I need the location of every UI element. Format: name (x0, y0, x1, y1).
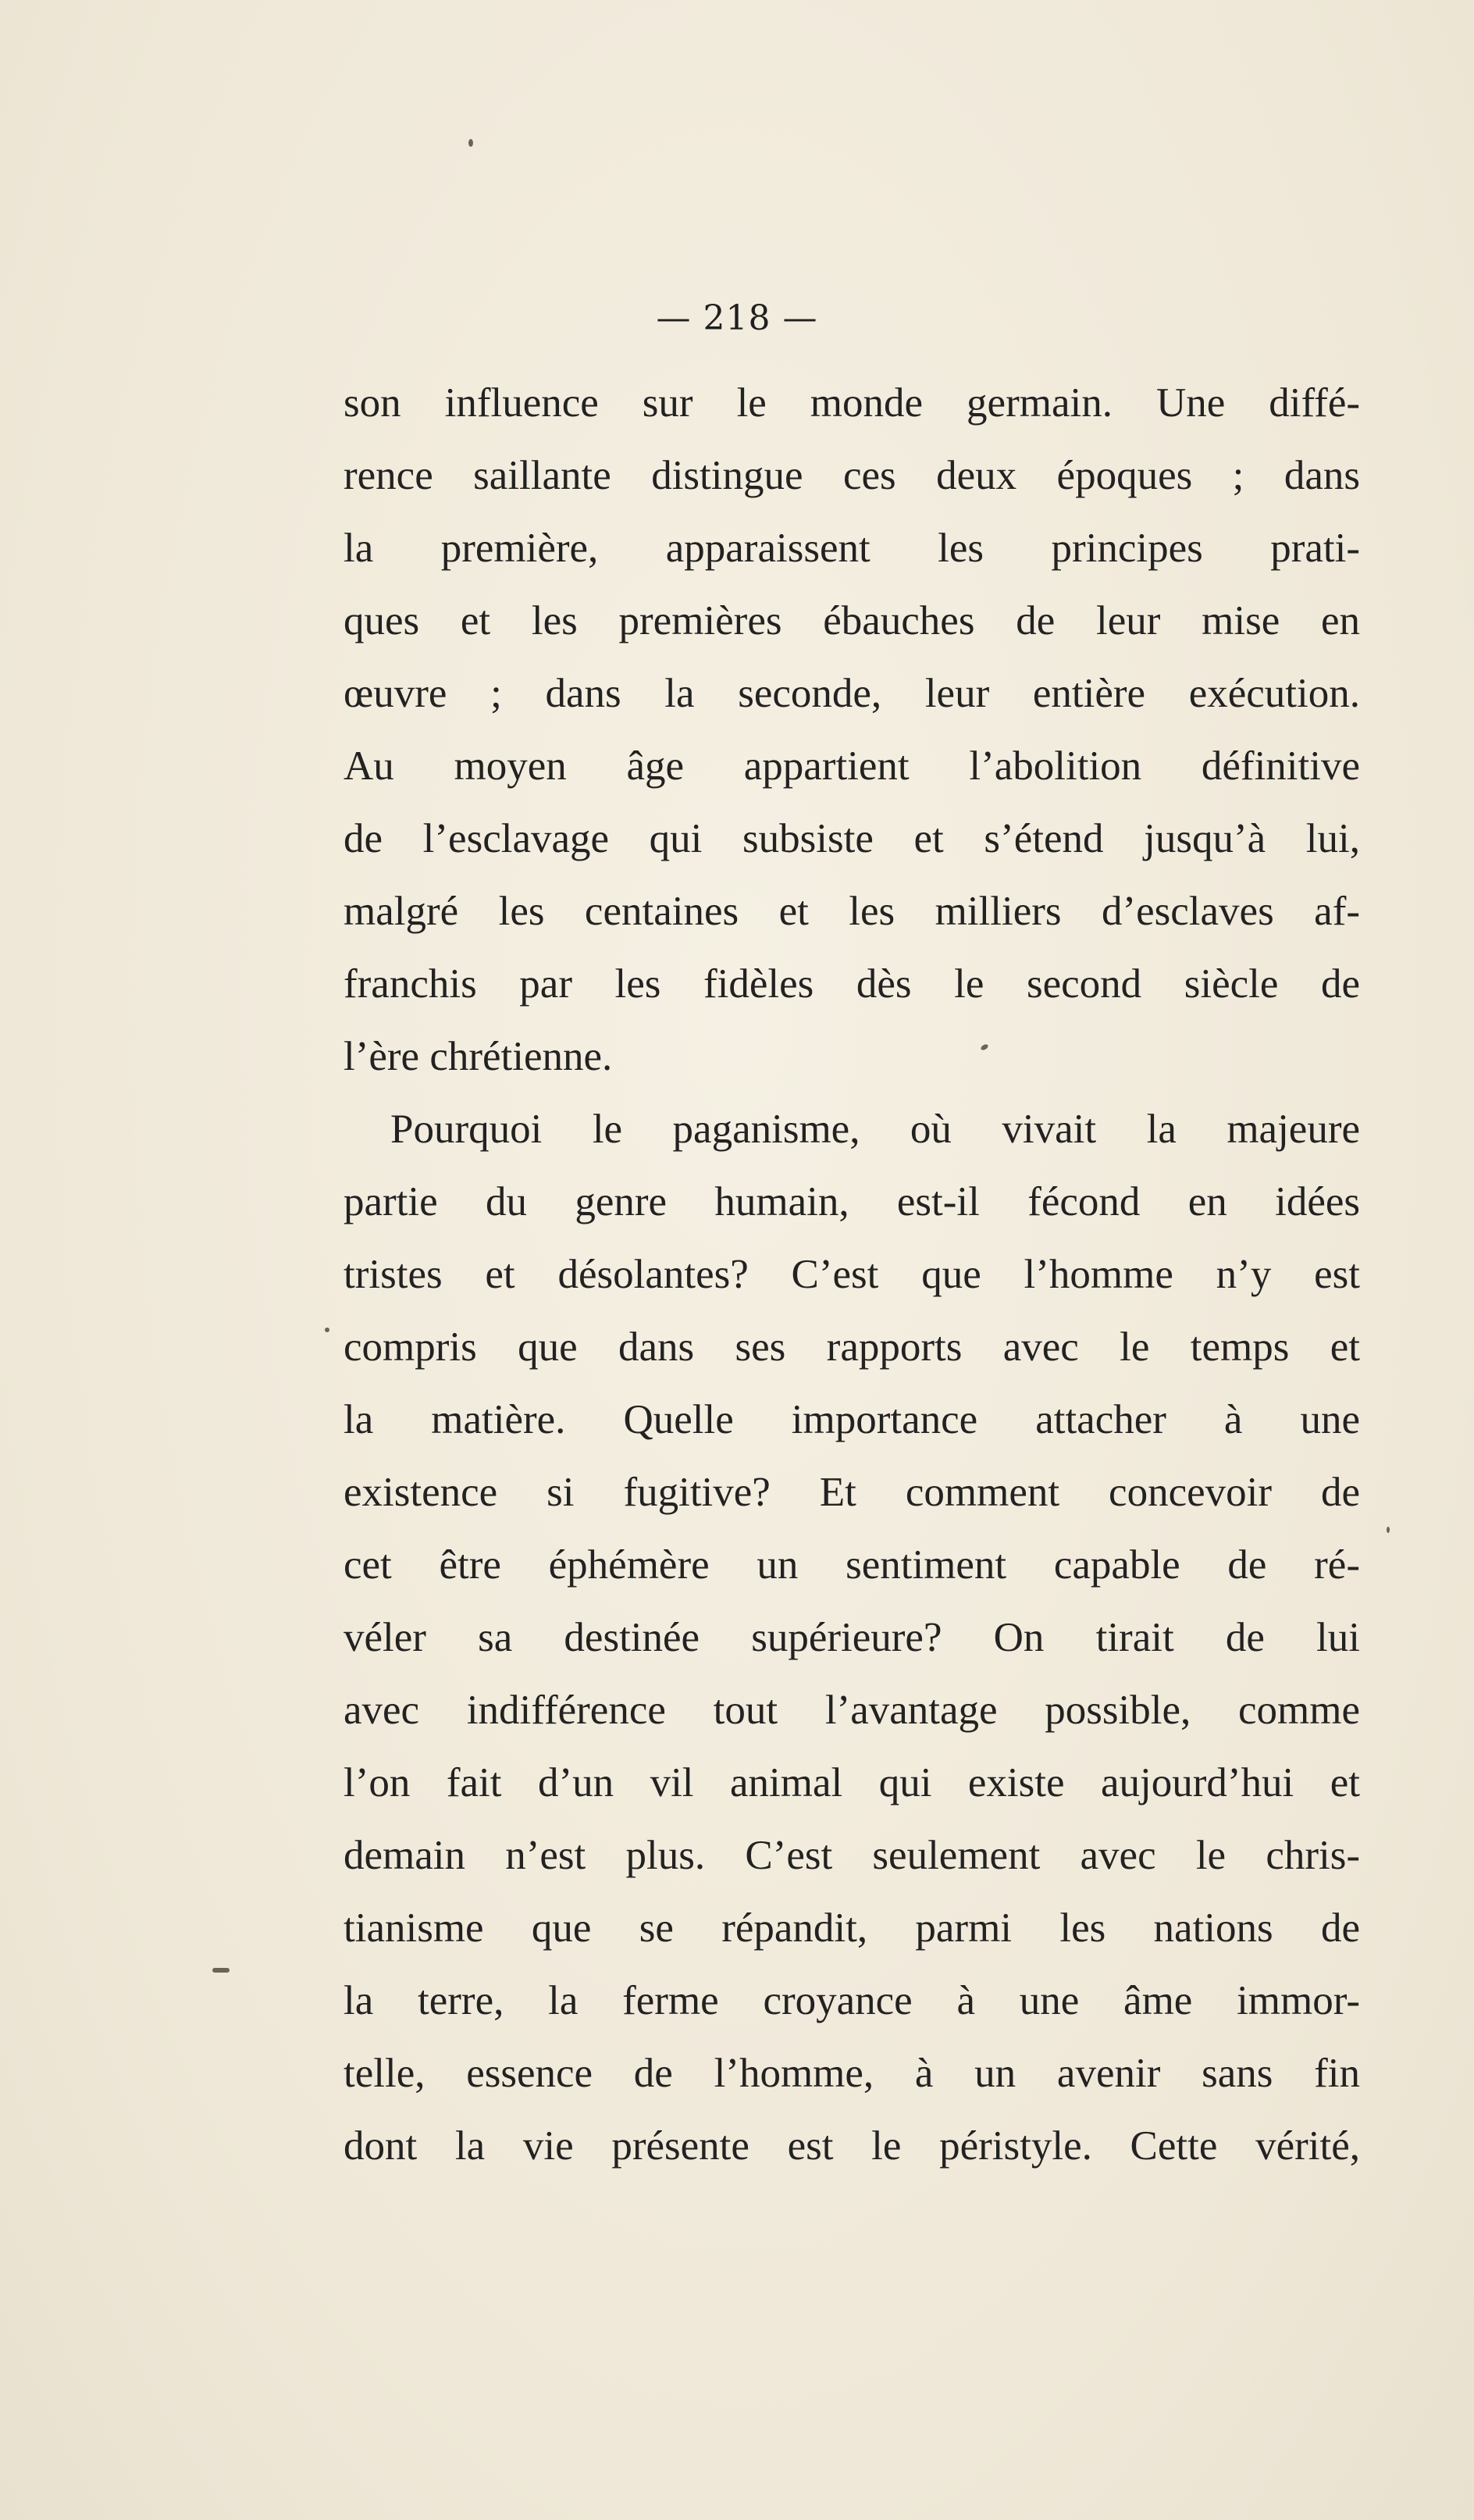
text-line: demain n’est plus. C’est seulement avec le chris- (344, 1833, 1360, 1878)
text-line: de l’esclavage qui subsiste et s’étend jusqu’à lui, (344, 816, 1360, 861)
text-line: tianisme que se répandit, parmi les nations de (344, 1905, 1360, 1951)
text-line: partie du genre humain, est-il fécond en idées (344, 1179, 1360, 1224)
ink-speck (325, 1328, 329, 1332)
text-line: avec indifférence tout l’avantage possible, comme (344, 1688, 1360, 1733)
page-number: — 218 — (656, 298, 818, 338)
text-line: la terre, la ferme croyance à une âme immor- (344, 1978, 1360, 2023)
text-line: Pourquoi le paganisme, où vivait la majeure (390, 1107, 1360, 1152)
text-line: véler sa destinée supérieure? On tirait de lui (344, 1615, 1360, 1660)
text-line: rence saillante distingue ces deux époques ; dans (344, 453, 1360, 498)
text-line: l’ère chrétienne. (344, 1034, 613, 1079)
text-line: la matière. Quelle importance attacher à une (344, 1397, 1360, 1442)
text-line: franchis par les fidèles dès le second siècle de (344, 961, 1360, 1007)
text-line: tristes et désolantes? C’est que l’homme n’y est (344, 1252, 1360, 1297)
text-line: malgré les centaines et les milliers d’esclaves af- (344, 889, 1360, 934)
body-text (344, 367, 1360, 2183)
text-line: ques et les premières ébauches de leur mise en (344, 598, 1360, 643)
text-line: cet être éphémère un sentiment capable de ré- (344, 1542, 1360, 1588)
text-line: telle, essence de l’homme, à un avenir sans fin (344, 2051, 1360, 2096)
text-line: dont la vie présente est le péristyle. Cette vérité, (344, 2123, 1360, 2169)
ink-speck (468, 139, 473, 147)
ink-speck (212, 1968, 230, 1973)
text-line: l’on fait d’un vil animal qui existe aujourd’hui et (344, 1760, 1360, 1805)
ink-speck (1387, 1527, 1390, 1533)
text-line: Au moyen âge appartient l’abolition définitive (344, 743, 1360, 789)
text-line: son influence sur le monde germain. Une diffé- (344, 380, 1360, 426)
text-line: compris que dans ses rapports avec le temps et (344, 1324, 1360, 1370)
text-line: existence si fugitive? Et comment concevoir de (344, 1470, 1360, 1515)
text-line: œuvre ; dans la seconde, leur entière exécution. (344, 671, 1360, 716)
text-line: la première, apparaissent les principes prati- (344, 526, 1360, 571)
